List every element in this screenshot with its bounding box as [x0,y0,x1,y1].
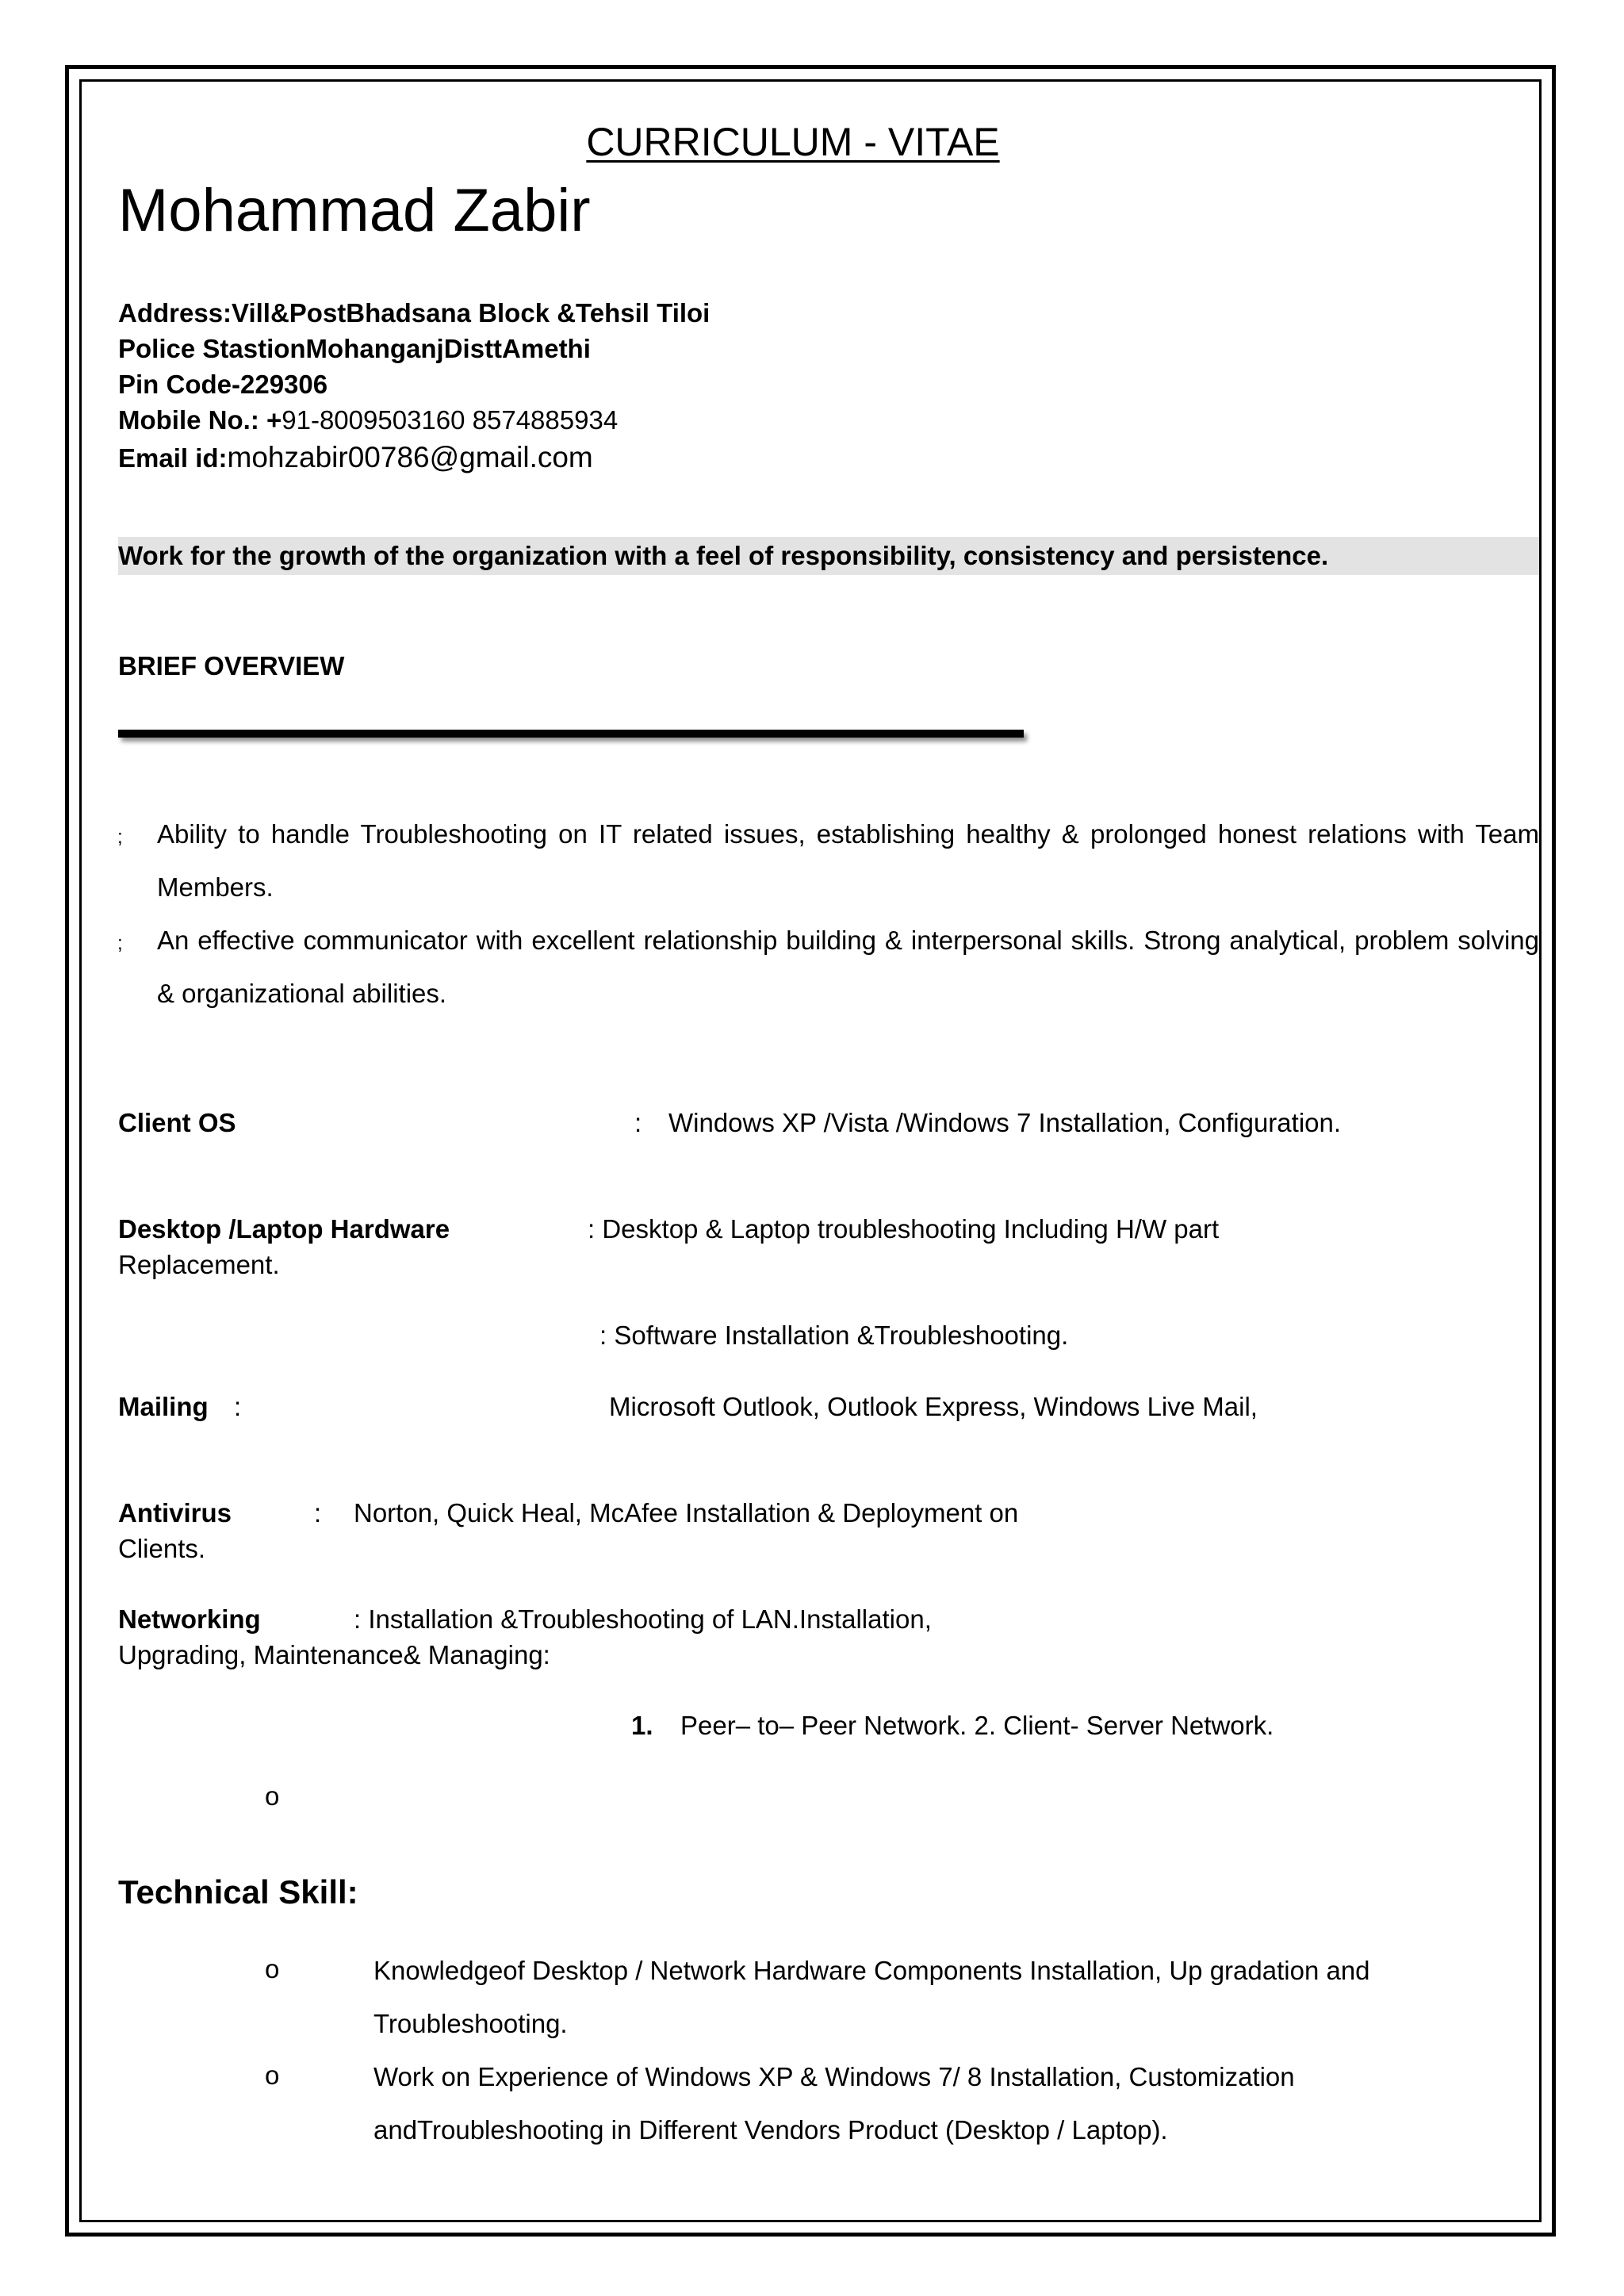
email-line [118,441,593,474]
mobile-line [118,405,618,435]
technical-bullet-2-marker: o [265,2060,280,2090]
technical-item-1: Knowledgeof Desktop / Network Hardware Components Installation, Up gradation and Troubleshooting. [373,1956,1370,2038]
technical-skill-heading: Technical Skill: [118,1873,358,1911]
pin-code: Pin Code-229306 [118,370,328,399]
hardware-value: : Desktop & Laptop troubleshooting Including H/W part [588,1214,1220,1244]
overview-bullet-2: An effective communicator with excellent relationship building & interpersonal skills. Strong analytical, problem solving & organizational abilities. [157,926,1539,1008]
software-value: : Software Installation &Troubleshooting. [599,1320,1069,1350]
overview-bullet-1-marker: ; [117,826,123,848]
mailing-value: Microsoft Outlook, Outlook Express, Windows Live Mail, [609,1392,1258,1421]
mailing-label: Mailing [118,1392,209,1421]
hardware-value-cont: Replacement. [118,1250,280,1279]
network-list-number: 1. [631,1711,653,1740]
candidate-name: Mohammad Zabir [118,177,591,244]
mobile-label: Mobile No.: + [118,405,282,435]
overview-heading: BRIEF OVERVIEW [118,651,345,680]
antivirus-colon: : [314,1498,322,1527]
antivirus-label: Antivirus [118,1498,232,1527]
antivirus-value-cont: Clients. [118,1534,206,1563]
hardware-label: Desktop /Laptop Hardware [118,1214,450,1244]
address-line-2: Police StastionMohanganjDisttAmethi [118,334,591,363]
network-list-item: Peer– to– Peer Network. 2. Client- Server Network. [680,1711,1274,1740]
overview-divider [118,730,1024,738]
technical-item-2: Work on Experience of Windows XP & Windows 7/ 8 Installation, Customization andTroubleshooting in Different Vendors Product (Desktop / Laptop). [373,2062,1295,2145]
antivirus-value: Norton, Quick Heal, McAfee Installation & Deployment on [354,1498,1019,1527]
networking-value: : Installation &Troubleshooting of LAN.Installation, [354,1604,932,1634]
email-label: Email id: [118,443,228,473]
client-os-value: Windows XP /Vista /Windows 7 Installation, Configuration. [668,1108,1342,1137]
technical-bullet-1-marker: o [265,1954,280,1984]
networking-label: Networking [118,1604,261,1634]
document-title: CURRICULUM - VITAE [586,120,1000,164]
overview-bullet-1: Ability to handle Troubleshooting on IT related issues, establishing healthy & prolonged honest relations with Team Members. [157,819,1539,902]
email-value: mohzabir00786@gmail.com [227,441,593,473]
mobile-value: 91-8009503160 8574885934 [282,405,619,435]
networking-value-cont: Upgrading, Maintenance& Managing: [118,1640,550,1669]
client-os-label: Client OS [118,1108,236,1137]
client-os-colon: : [634,1108,642,1137]
address-line-1: Address:Vill&PostBhadsana Block &Tehsil Tiloi [118,298,710,328]
overview-bullet-2-marker: ; [117,933,123,954]
mailing-colon: : [234,1392,242,1421]
stray-bullet: o [265,1781,280,1811]
objective-statement: Work for the growth of the organization with a feel of responsibility, consistency and persistence. [118,541,1329,570]
